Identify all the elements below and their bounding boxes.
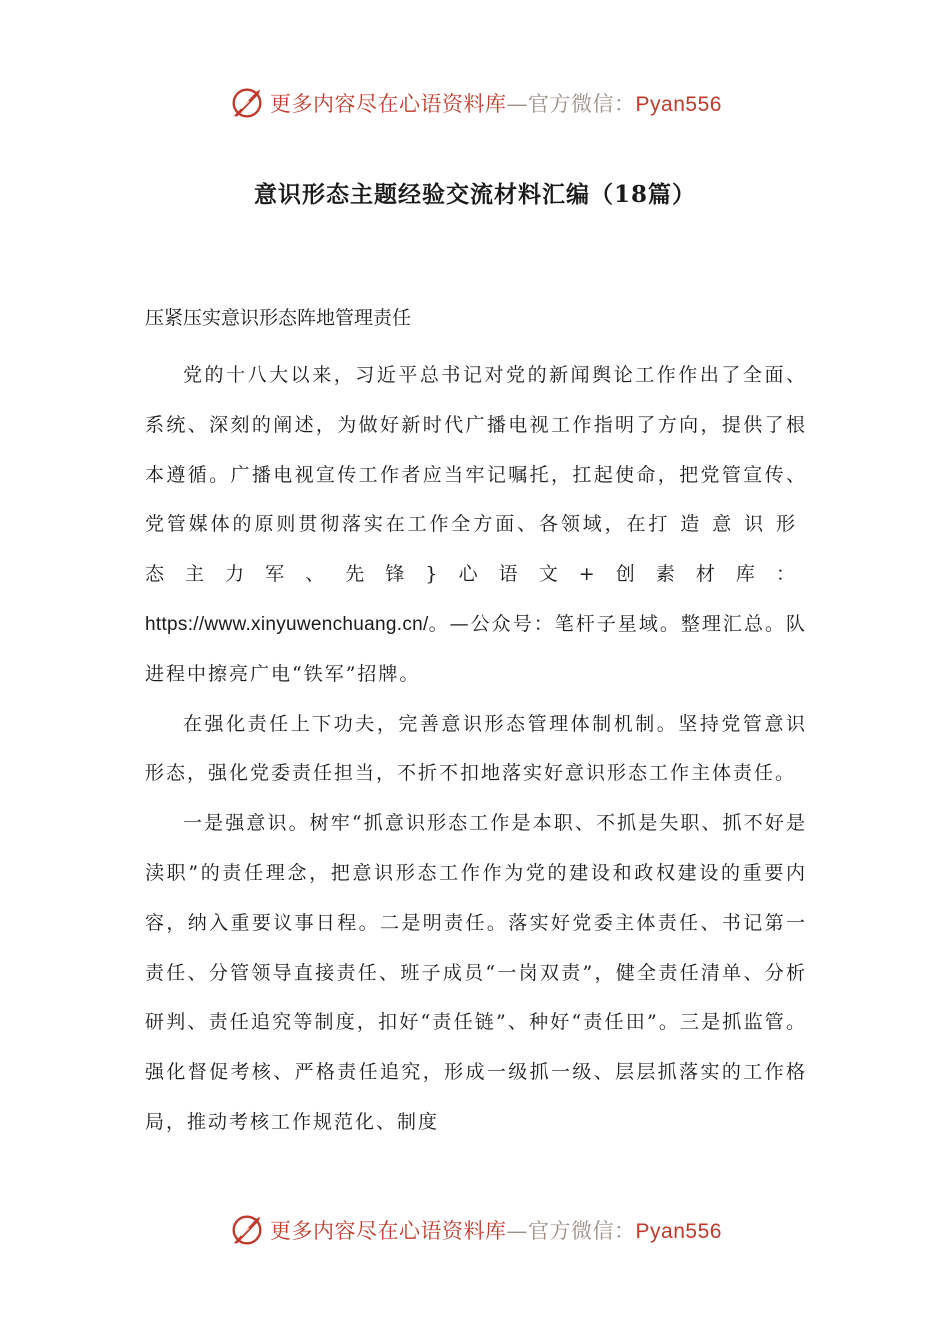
footer-contact-label: 官方微信： <box>528 1219 636 1243</box>
footer-separator: — <box>506 1219 529 1243</box>
paragraph-1 <box>145 351 807 700</box>
feather-pen-logo-icon <box>228 84 266 122</box>
document-title: 意识形态主题经验交流材料汇编（18篇） <box>253 181 696 208</box>
header-banner <box>0 81 950 125</box>
footer-wechat-id: Pyan556 <box>635 1220 722 1243</box>
footer-banner-text <box>270 1215 722 1245</box>
banner-separator: — <box>506 92 529 116</box>
paragraph-3: 一是强意识。树牢“抓意识形态工作是本职、不抓是失职、抓不好是渎职”的责任理念，把意识形态工作作为党的建设和政权建设的重要内容，纳入重要议事日程。二是明责任。落实好党委主体责任、书记第一责任、分管领导直接责任、班子成员“一岗双责”，健全责任清单、分析研判、责任追究等制度，扣好“责任链”、种好“责任田”。三是抓监管。强化督促考核、严格责任追究，形成一级抓一级、层层抓落实的工作格局，推动考核工作规范化、制度 <box>145 812 807 1133</box>
paragraph-1-part-a: 党的十八大以来，习近平总书记对党的新闻舆论工作作出了全面、系统、深刻的阐述，为做好新时代广播电视工作指明了方向，提供了根本遵循。广播电视宣传工作者应当牢记嘱托，扛起使命，把党管宣传、党管媒体的原则贯彻落实在工作全方面、各领域，在 <box>145 364 807 536</box>
document-body <box>145 300 807 1148</box>
paragraph-1-part-b: 打造意识形态主力军、先锋}心语文+创素材库： <box>145 513 807 586</box>
header-banner-text <box>270 88 722 118</box>
paragraph-1-part-d: 。—公众号：笔杆子星域。整理汇总。队进程中擦亮广电“铁军”招牌。 <box>145 612 807 685</box>
banner-wechat-id: Pyan556 <box>635 93 722 116</box>
banner-main-text: 更多内容尽在心语资料库 <box>270 92 507 116</box>
paragraph-2: 在强化责任上下功夫，完善意识形态管理体制机制。坚持党管意识形态，强化党委责任担当，不折不扣地落实好意识形态工作主体责任。 <box>145 712 807 785</box>
banner-contact-label: 官方微信： <box>528 92 636 116</box>
footer-main-text: 更多内容尽在心语资料库 <box>270 1219 507 1243</box>
feather-pen-logo-icon <box>228 1211 266 1249</box>
source-link: https://www.xinyuwenchuang.cn/ <box>145 613 429 635</box>
section-subtitle: 压紧压实意识形态阵地管理责任 <box>145 307 412 329</box>
footer-banner <box>0 1208 950 1252</box>
